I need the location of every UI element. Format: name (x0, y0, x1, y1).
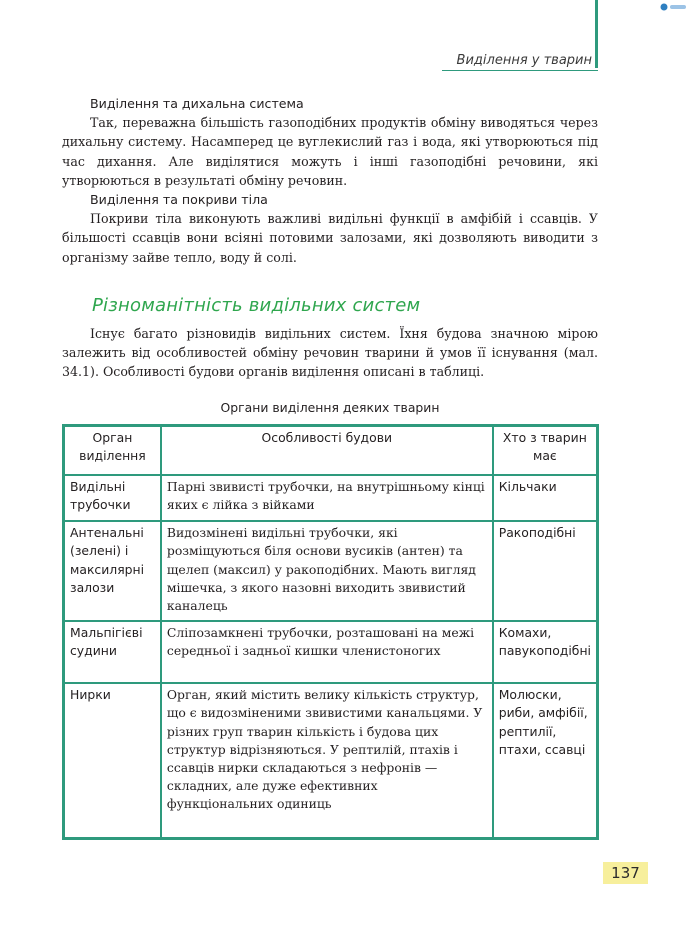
intro-block (62, 94, 598, 267)
cell-organ: Мальпігієві судини (64, 621, 161, 683)
cell-features: Видозмінені видільні трубочки, які розміщуються біля основи вусиків (антен) та щелеп (максил) у ракоподібних. Мають вигляд мішечка, з якого назовні виходить звивистий каналець (161, 521, 493, 621)
header-animals: Хто з тварин має (493, 426, 598, 476)
cell-animals: Кільчаки (493, 475, 598, 521)
excretory-organs-table (62, 424, 599, 840)
table-header-row (64, 426, 598, 476)
subheading-skin: Виділення та покриви тіла (90, 192, 268, 208)
section-block (62, 324, 598, 382)
page-number: 137 (603, 862, 648, 884)
paragraph-diversity: Існує багато різновидів видільних систем. Їхня будова значною мірою залежить від особливостей обміну речовин тварини й умов її існування (мал. 34.1). Особливості будови органів виділення описані в таблиці. (62, 326, 598, 380)
table-row (64, 521, 598, 621)
cell-organ: Антенальні (зелені) і максилярні залози (64, 521, 161, 621)
header-organ: Орган виділення (64, 426, 161, 476)
table-row (64, 621, 598, 683)
paragraph-skin: Покриви тіла виконують важливі видільні функції в амфібій і ссавців. У більшості ссавців вони всіяні потовими залозами, які дозволяють виводити з організму зайве тепло, воду й солі. (62, 211, 598, 265)
publisher-logo-icon (660, 2, 688, 12)
cell-features: Парні звивисті трубочки, на внутрішньому кінці яких є лійка з війками (161, 475, 493, 521)
cell-animals: Молюски, риби, амфібії, рептилії, птахи, ссавці (493, 683, 598, 838)
table-caption: Органи виділення деяких тварин (220, 400, 440, 415)
header-horizontal-rule (442, 70, 598, 71)
subheading-respiratory: Виділення та дихальна система (90, 96, 304, 111)
paragraph-respiratory: Так, переважна більшість газоподібних продуктів обміну виводяться через дихальну систему. Насамперед це вуглекислий газ і вода, які утворюються під час дихання. Але виділятися можуть і інші газоподібні речовини, які утворюються в результаті обміну речовин. (62, 115, 598, 188)
table-row (64, 475, 598, 521)
cell-animals: Ракоподібні (493, 521, 598, 621)
cell-features: Сліпозамкнені трубочки, розташовані на межі середньої і задньої кишки членистоногих (161, 621, 493, 683)
running-head: Виділення у тварин (456, 53, 592, 68)
table-row (64, 683, 598, 838)
header-vertical-rule (595, 0, 598, 68)
header-features: Особливості будови (161, 426, 493, 476)
cell-organ: Нирки (64, 683, 161, 838)
cell-organ: Видільні трубочки (64, 475, 161, 521)
section-title: Різноманітність видільних систем (92, 295, 421, 316)
cell-features: Орган, який містить велику кількість структур, що є видозміненими звивистими канальцями. У різних груп тварин кількість і будова цих структур відрізняються. У рептилій, птахів і ссавців нирки складаються з нефронів — складних, але дуже ефективних функціональних одиниць (161, 683, 493, 838)
cell-animals: Комахи, павукоподібні (493, 621, 598, 683)
